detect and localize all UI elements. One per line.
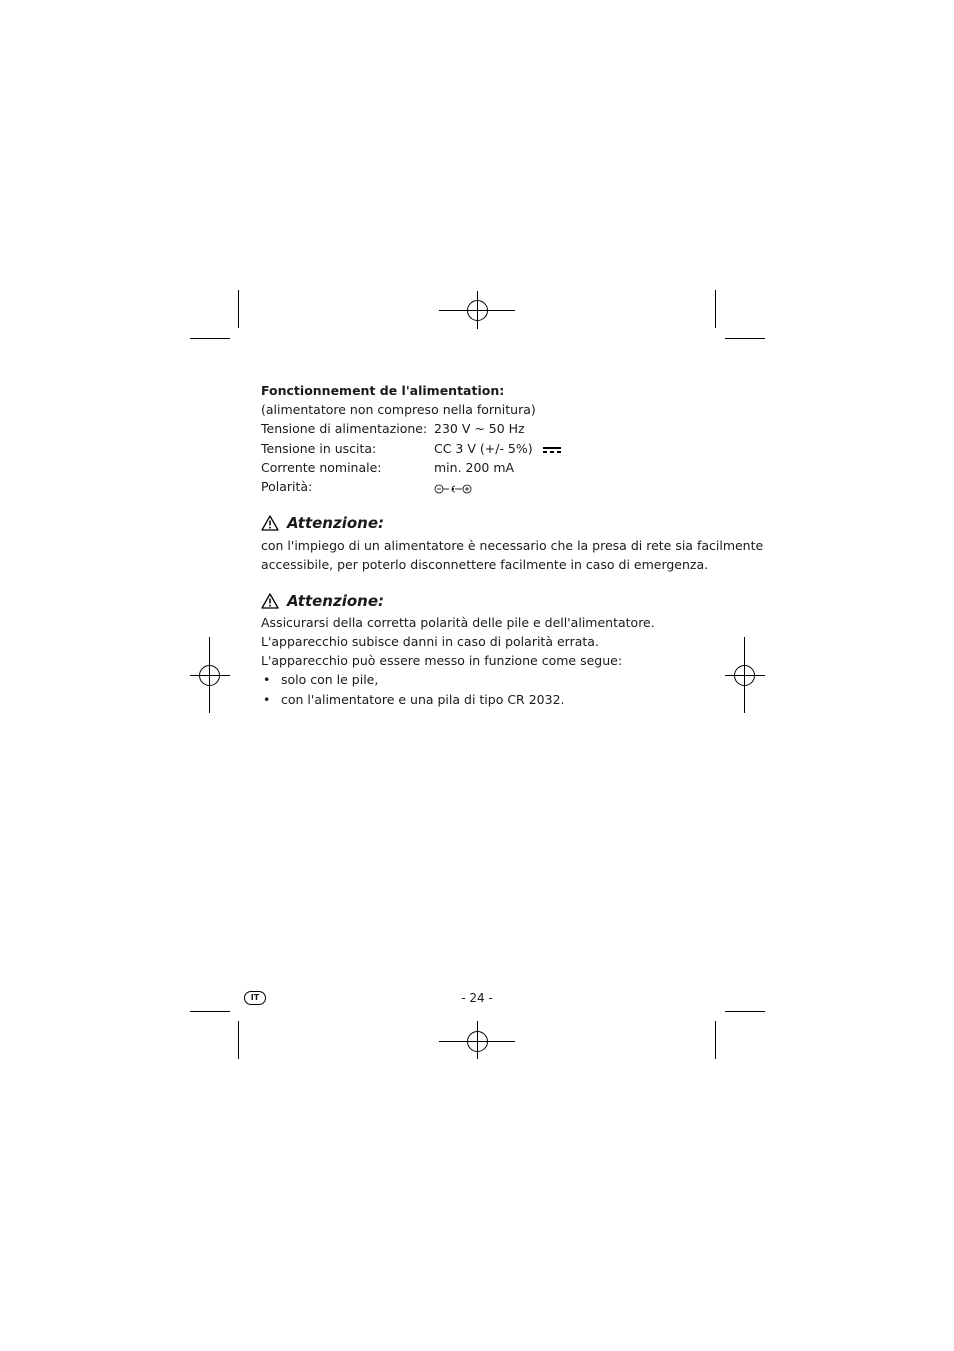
- spec-label: Tensione in uscita:: [261, 441, 377, 456]
- page-number: - 24 -: [461, 991, 493, 1005]
- warning-title: Attenzione:: [287, 514, 385, 532]
- registration-circle: [467, 1031, 488, 1052]
- warning-text: Assicurarsi della corretta polarità delle pile e dell'alimentatore.: [261, 615, 655, 630]
- power-note: (alimentatore non compreso nella fornitura): [261, 402, 536, 417]
- spec-value: min. 200 mA: [434, 460, 515, 475]
- crop-mark: [725, 338, 765, 339]
- language-badge: IT: [244, 991, 266, 1005]
- crop-mark: [238, 290, 239, 328]
- crop-mark: [190, 338, 230, 339]
- warning-heading: [261, 592, 384, 610]
- warning-text: L'apparecchio può essere messo in funzione come segue:: [261, 653, 623, 668]
- spec-label: Tensione di alimentazione:: [261, 421, 428, 436]
- list-item: [261, 672, 378, 688]
- crop-mark: [190, 1011, 230, 1012]
- warning-triangle-icon: [261, 593, 279, 609]
- polarity-value: [434, 482, 472, 498]
- list-item: [261, 692, 565, 708]
- bullet-icon: •: [263, 672, 271, 687]
- warning-text: con l'impiego di un alimentatore è necessario che la presa di rete sia facilmente: [261, 538, 764, 553]
- spec-label: Corrente nominale:: [261, 460, 382, 475]
- spec-value: CC 3 V (+/- 5%): [434, 441, 533, 456]
- spec-value: 230 V ~ 50 Hz: [434, 421, 525, 436]
- polarity-symbol-icon: [434, 484, 472, 494]
- crop-mark: [715, 1021, 716, 1059]
- spec-value-container: [434, 441, 561, 457]
- registration-circle: [734, 665, 755, 686]
- bullet-icon: •: [263, 692, 271, 707]
- power-heading: Fonctionnement de l'alimentation:: [261, 383, 505, 398]
- crop-mark: [238, 1021, 239, 1059]
- warning-text: accessibile, per poterlo disconnettere facilmente in caso di emergenza.: [261, 557, 709, 572]
- warning-title: Attenzione:: [287, 592, 385, 610]
- registration-circle: [199, 665, 220, 686]
- warning-heading: [261, 514, 384, 532]
- warning-triangle-icon: [261, 515, 279, 531]
- crop-mark: [725, 1011, 765, 1012]
- crop-mark: [715, 290, 716, 328]
- list-item-text: solo con le pile,: [281, 672, 379, 687]
- warning-text: L'apparecchio subisce danni in caso di polarità errata.: [261, 634, 599, 649]
- dc-symbol-icon: [543, 446, 561, 454]
- list-item-text: con l'alimentatore e una pila di tipo CR 2032.: [281, 692, 565, 707]
- registration-circle: [467, 300, 488, 321]
- spec-label: Polarità:: [261, 479, 313, 494]
